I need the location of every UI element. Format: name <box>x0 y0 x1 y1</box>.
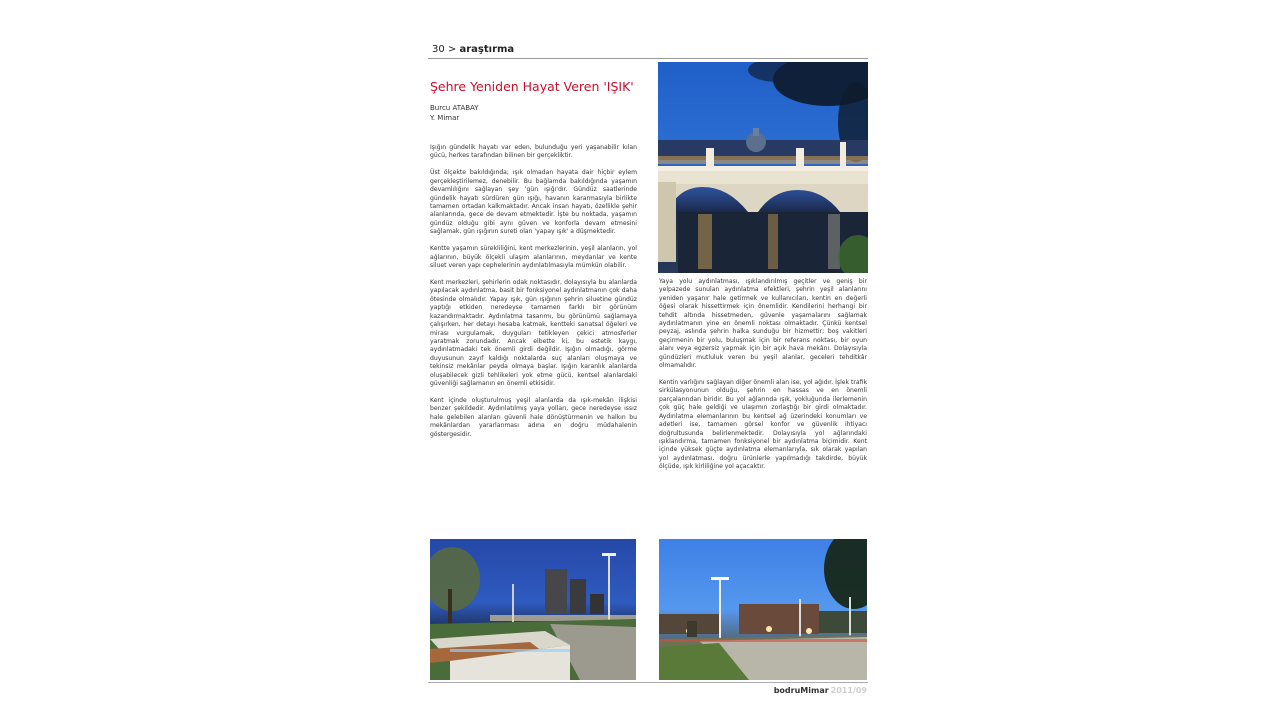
footer-divider <box>428 682 868 683</box>
magazine-page <box>420 40 875 710</box>
header-divider <box>428 58 868 59</box>
paragraph: Işığın gündelik hayatı var eden, bulunduğu yeri yaşanabilir kılan gücü, herkes tarafından bilinen bir gerçekliktir. <box>430 144 637 160</box>
paragraph: Üst ölçekte bakıldığında; ışık olmadan hayata dair hiçbir eylem gerçekleştirilemez, denebilir. Bu bağlamda bakıldığında yaşamın devamlılığını sağlayan şey 'gün ışığı'dır. Gündüz saatlerinde gündelik hayatı sürdüren gün ışığı, havanın kararmasıyla birlikte tamamen ortadan kalkmaktadır. Ancak insan hayatı, özellikle şehir alanlarında, gece de devam etmektedir. İşte bu noktada, yaşamın gündüz olduğu gibi aynı güven ve konforla devam etmesini sağlamak, gün ışığının sureti olan 'yapay ışık' a düşmektedir. <box>430 169 637 236</box>
park-benches-photo <box>430 539 636 680</box>
page-number: 30 > <box>432 44 457 55</box>
paragraph: Kent merkezleri, şehirlerin odak noktasıdır, dolayısıyla bu alanlarda yapılacak aydınlatma, basit bir fonksiyonel aydınlatmanın çok daha ötesinde olmalıdır. Yapay ışık, gün ışığının şehrin siluetine gündüz yaptığı etkiden neredeyse tamamen farklı bir görünüm kazandırmaktadır. Aydınlatma tasarımı, bu görünümü sağlamaya çalışırken, her detayı hesaba katmak, kentteki sanatsal öğeleri ve mirası vurgulamak, duyguları tetikleyen çekici atmosferler yaratmak zorundadır. Ancak elbette ki, bu estetik kaygı, aydınlatmadaki tek önemli girdi değildir. Işığın olmadığı, görme duyusunun zayıf kaldığı noktalarda suç alanları oluşmaya ve tekinsiz mekânlar peyda olmaya başlar. Işığın karanlık alanlarda oluşabilecek gizli tehlikeleri yok etme gücü, kentsel alanlardaki güvenliği sağlamanın en önemli etkisidir. <box>430 279 637 387</box>
paragraph: Kentin varlığını sağlayan diğer önemli alan ise, yol ağıdır. İşlek trafik sirkülasyonunun olduğu, şehrin en hassas ve en önemli parçalarından biridir. Bu yol ağlarında ışık, yokluğunda ilerlemenin çok güç hale geldiği ve ulaşımın zorlaştığı bir girdi olmaktadır. Aydınlatma elemanlarının bu kentsel ağ üzerindeki konumları ve adetleri ise, tamamen görsel konfor ve güvenlik ihtiyacı doğrultusunda belirlenmektedir. Dolayısıyla yol ağlarındaki ışıklandırma, tamamen fonksiyonel bir aydınlatma biçimidir. Kent içinde yüksek güçte aydınlatma elemanlarıyla, sık olarak yapılan yol aydınlatması, doğru ürünlerle yapılmadığı takdirde, büyük ölçüde, ışık kirliliğine yol açacaktır. <box>659 379 868 471</box>
right-text-column <box>659 278 867 480</box>
author-block <box>430 103 479 123</box>
paragraph: Kent içinde oluşturulmuş yeşil alanlarda da ışık-mekân ilişkisi benzer şekildedir. Aydınlatılmış yaya yolları, gece neredeyse ıssız hale gelebilen alanları güvenli hale dönüştürmenin ve halkın bu mekânlardan yararlanması adına en doğru müdahalenin göstergesidir. <box>430 396 637 438</box>
issue-date: 2011/09 <box>830 686 867 695</box>
author-title: Y. Mimar <box>430 114 460 122</box>
article-title: Şehre Yeniden Hayat Veren 'IŞIK' <box>430 79 634 94</box>
paragraph: Kentte yaşamın sürekliliğini, kent merkezlerinin, yeşil alanların, yol ağlarının, büyük ölçekli ulaşım alanlarının, meydanlar ve kente siluet veren yapı cephelerinin aydınlatılmasıyla mümkün olabilir. <box>430 245 637 270</box>
paragraph: Yaya yolu aydınlatması, ışıklandırılmış geçitler ve geniş bir yelpazede sunulan aydınlatma efektleri, şehrin yeşil alanlarını yeniden yaşanır hale getirmek ve kullanıcıları, kentin en değerli öğesi olarak hissettirmek için önemlidir. Kendilerini herhangi bir tehdit altında hissetmeden, güvenle yaşamalarını sağlamak aydınlatmanın yine en önemli noktası olmaktadır. Çünkü kentsel peyzaj, aslında şehrin halka sunduğu bir hizmettir; boş vakitleri geçirmenin bir yolu, buluşmak için bir referans noktası, bir oyun alanı veya egzersiz yapmak için bir açık hava mekânı. Dolayısıyla gündüzleri mutluluk veren bu yeşil alanlar, geceleri tehditkâr olmamalıdır. <box>659 278 867 370</box>
page-footer <box>774 686 867 695</box>
left-text-column <box>430 144 637 448</box>
bridge-night-photo <box>658 62 868 273</box>
magazine-name: bodruMimar <box>773 686 829 695</box>
lit-square-photo <box>659 539 867 680</box>
section-name: araştırma <box>459 44 515 55</box>
author-name: Burcu ATABAY <box>430 104 479 112</box>
page-header <box>432 44 514 55</box>
